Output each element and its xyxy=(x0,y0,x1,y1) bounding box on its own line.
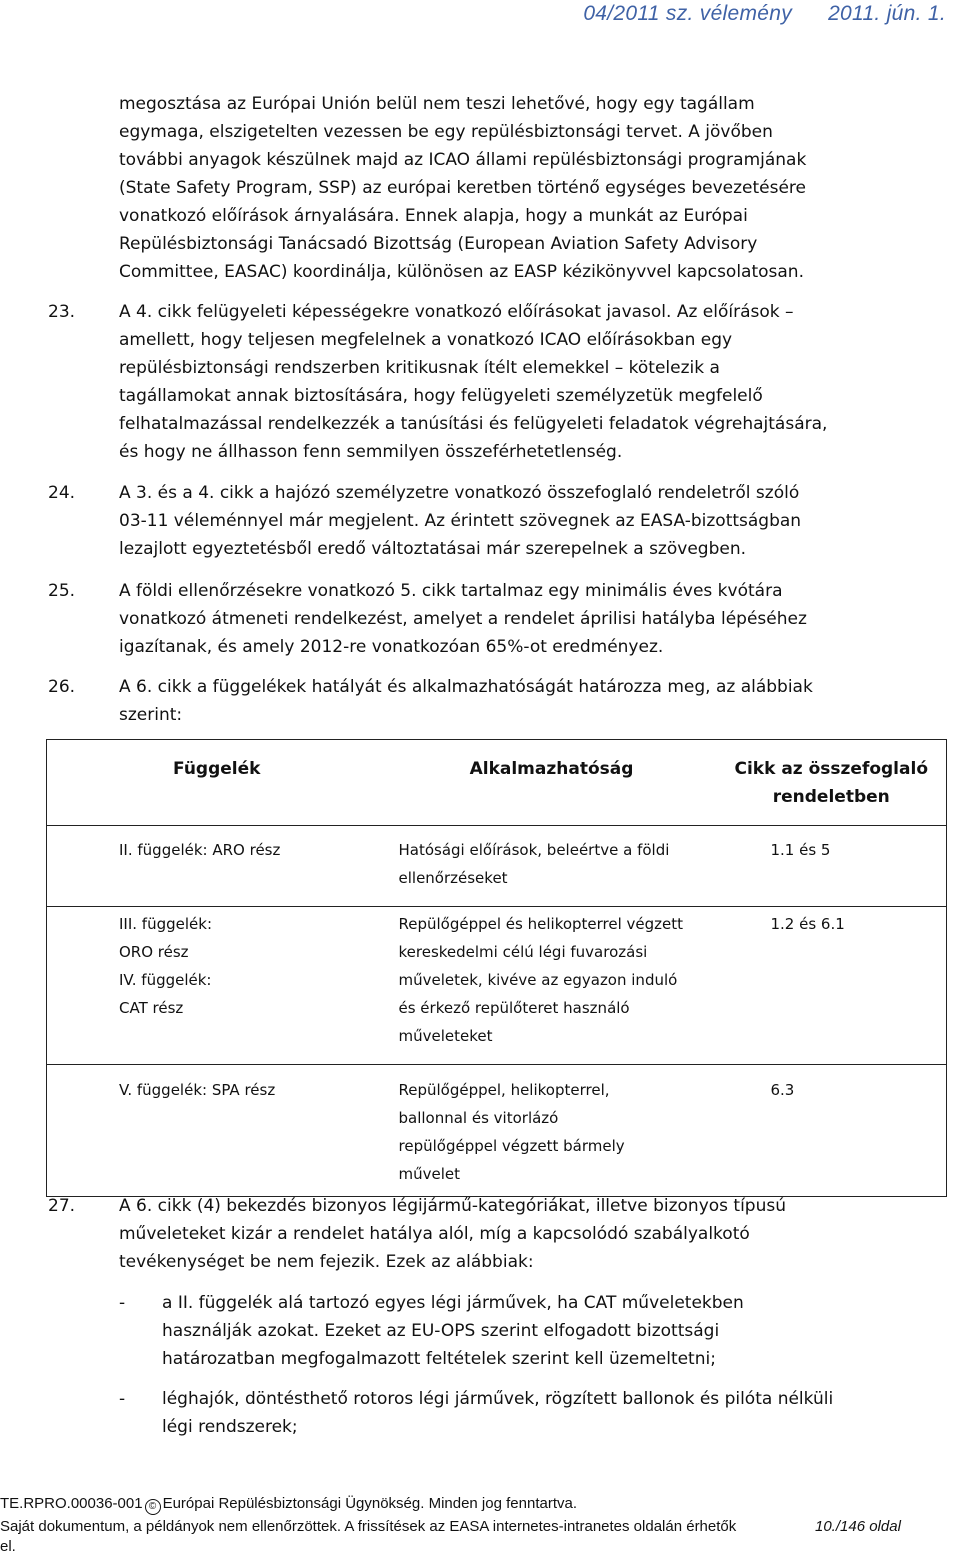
text-line: tevékenységet be nem fejezik. Ezek az alábbiak: xyxy=(119,1252,534,1272)
text-line: repülésbiztonsági rendszerben kritikusnak ítélt elemekkel – kötelezik a xyxy=(119,358,720,378)
text-line: tagállamokat annak biztosítására, hogy felügyeleti személyzetük megfelelő xyxy=(119,386,763,406)
list-line: léghajók, döntésthető rotoros légi járművek, rögzített ballonok és pilóta nélküli xyxy=(162,1389,834,1409)
item-number: 26. xyxy=(48,677,76,697)
text-line: Repülésbiztonsági Tanácsadó Bizottság (European Aviation Safety Advisory xyxy=(119,234,758,254)
text-line: Committee, EASAC) koordinálja, különösen az EASP kézikönyvvel kapcsolatosan. xyxy=(119,262,804,282)
list-dash: - xyxy=(119,1293,126,1313)
text-line: megosztása az Európai Unión belül nem teszi lehetővé, hogy egy tagállam xyxy=(119,94,755,114)
table-cell xyxy=(47,907,387,1065)
text-line: lezajlott egyeztetésből eredő változtatásai már szerepelnek a szövegben. xyxy=(119,539,746,559)
table-cell: Repülőgéppel, helikopterrel, ballonnal és vitorlázó repülőgéppel végzett bármely művelet xyxy=(387,1065,717,1197)
text-line: A földi ellenőrzésekre vonatkozó 5. cikk tartalmaz egy minimális éves kvótára xyxy=(119,581,783,601)
text-line: A 6. cikk a függelékek hatályát és alkalmazhatóságát határozza meg, az alábbiak xyxy=(119,677,813,697)
text-line: egymaga, elszigetelten vezessen be egy repülésbiztonsági tervet. A jövőben xyxy=(119,122,773,142)
text-line: további anyagok készülnek majd az ICAO állami repülésbiztonsági programjának xyxy=(119,150,807,170)
item-number: 25. xyxy=(48,581,76,601)
list-line: légi rendszerek; xyxy=(162,1417,298,1437)
cell-line: IV. függelék: CAT rész xyxy=(119,971,212,1017)
table-cell: II. függelék: ARO rész xyxy=(47,826,387,907)
table-cell: 1.2 és 6.1 xyxy=(717,907,947,1065)
table-header-cell: Cikk az összefoglaló rendeletben xyxy=(717,740,947,826)
text-line: amellett, hogy teljesen megfelelnek a vonatkozó ICAO előírásokban egy xyxy=(119,330,733,350)
item-number: 24. xyxy=(48,483,76,503)
table-cell: Hatósági előírások, beleértve a földi ellenőrzéseket xyxy=(387,826,717,907)
table-header-cell: Alkalmazhatóság xyxy=(387,740,717,826)
text-line: és hogy ne állhasson fenn semmilyen összeférhetetlenség. xyxy=(119,442,623,462)
text-line: A 3. és a 4. cikk a hajózó személyzetre vonatkozó összefoglaló rendeletről szóló xyxy=(119,483,800,503)
footer-line-2 xyxy=(0,1518,960,1535)
table-row xyxy=(47,826,947,907)
text-line: felhatalmazással rendelkezzék a tanúsítási és felügyeleti feladatok végrehajtására, xyxy=(119,414,828,434)
footer-line-3: el. xyxy=(0,1538,16,1555)
table-cell: 1.1 és 5 xyxy=(717,826,947,907)
text-line: vonatkozó átmeneti rendelkezést, amelyet a rendelet áprilisi hatályba lépéséhez xyxy=(119,609,807,629)
text-line: 03-11 véleménnyel már megjelent. Az érintett szövegnek az EASA-bizottságban xyxy=(119,511,802,531)
table-row xyxy=(47,1065,947,1197)
table-cell: V. függelék: SPA rész xyxy=(47,1065,387,1197)
appendix-table xyxy=(46,739,947,1197)
text-line: (State Safety Program, SSP) az európai keretben történő egységes bevezetésére xyxy=(119,178,806,198)
page-header xyxy=(547,2,946,26)
table-header-cell: Függelék xyxy=(47,740,387,826)
text-line: igazítanak, és amely 2012-re vonatkozóan 65%-ot eredményez. xyxy=(119,637,664,657)
list-line: határozatban megfogalmazott feltételek szerint kell üzemeltetni; xyxy=(162,1349,716,1369)
text-line: A 4. cikk felügyeleti képességekre vonatkozó előírásokat javasol. Az előírások – xyxy=(119,302,794,322)
footer-doc-id: TE.RPRO.00036-001 xyxy=(0,1495,143,1512)
table-header-row xyxy=(47,740,947,826)
list-line: a II. függelék alá tartozó egyes légi járművek, ha CAT műveletekben xyxy=(162,1293,744,1313)
text-line: A 6. cikk (4) bekezdés bizonyos légijármű-kategóriákat, illetve bizonyos típusú xyxy=(119,1196,787,1216)
header-doc: 04/2011 sz. vélemény xyxy=(583,2,793,25)
table-row xyxy=(47,907,947,1065)
footer-note: Saját dokumentum, a példányok nem ellenőrzöttek. A frissítések az EASA internetes-intranetes oldalán érhetők xyxy=(0,1518,737,1535)
text-line: vonatkozó előírások árnyalására. Ennek alapja, hogy a munkát az Európai xyxy=(119,206,748,226)
footer-line-1 xyxy=(0,1495,577,1515)
text-line: műveleteket kizár a rendelet hatálya alól, míg a kapcsolódó szabályalkotó xyxy=(119,1224,750,1244)
item-number: 23. xyxy=(48,302,76,322)
text-line: szerint: xyxy=(119,705,183,725)
header-date: 2011. jún. 1. xyxy=(828,2,946,25)
list-line: használják azokat. Ezeket az EU-OPS szerint elfogadott bizottsági xyxy=(162,1321,720,1341)
item-number: 27. xyxy=(48,1196,76,1216)
table-cell: 6.3 xyxy=(717,1065,947,1197)
copyright-icon: © xyxy=(145,1499,161,1515)
table-cell: Repülőgéppel és helikopterrel végzett kereskedelmi célú légi fuvarozási műveletek, kivéve az egyazon induló és érkező repülőteret használó műveleteket xyxy=(387,907,717,1065)
list-dash: - xyxy=(119,1389,126,1409)
page-number: 10./146 oldal xyxy=(815,1518,901,1535)
footer-rights: Európai Repülésbiztonsági Ügynökség. Minden jog fenntartva. xyxy=(162,1495,577,1512)
cell-line: III. függelék: ORO rész xyxy=(119,915,213,961)
